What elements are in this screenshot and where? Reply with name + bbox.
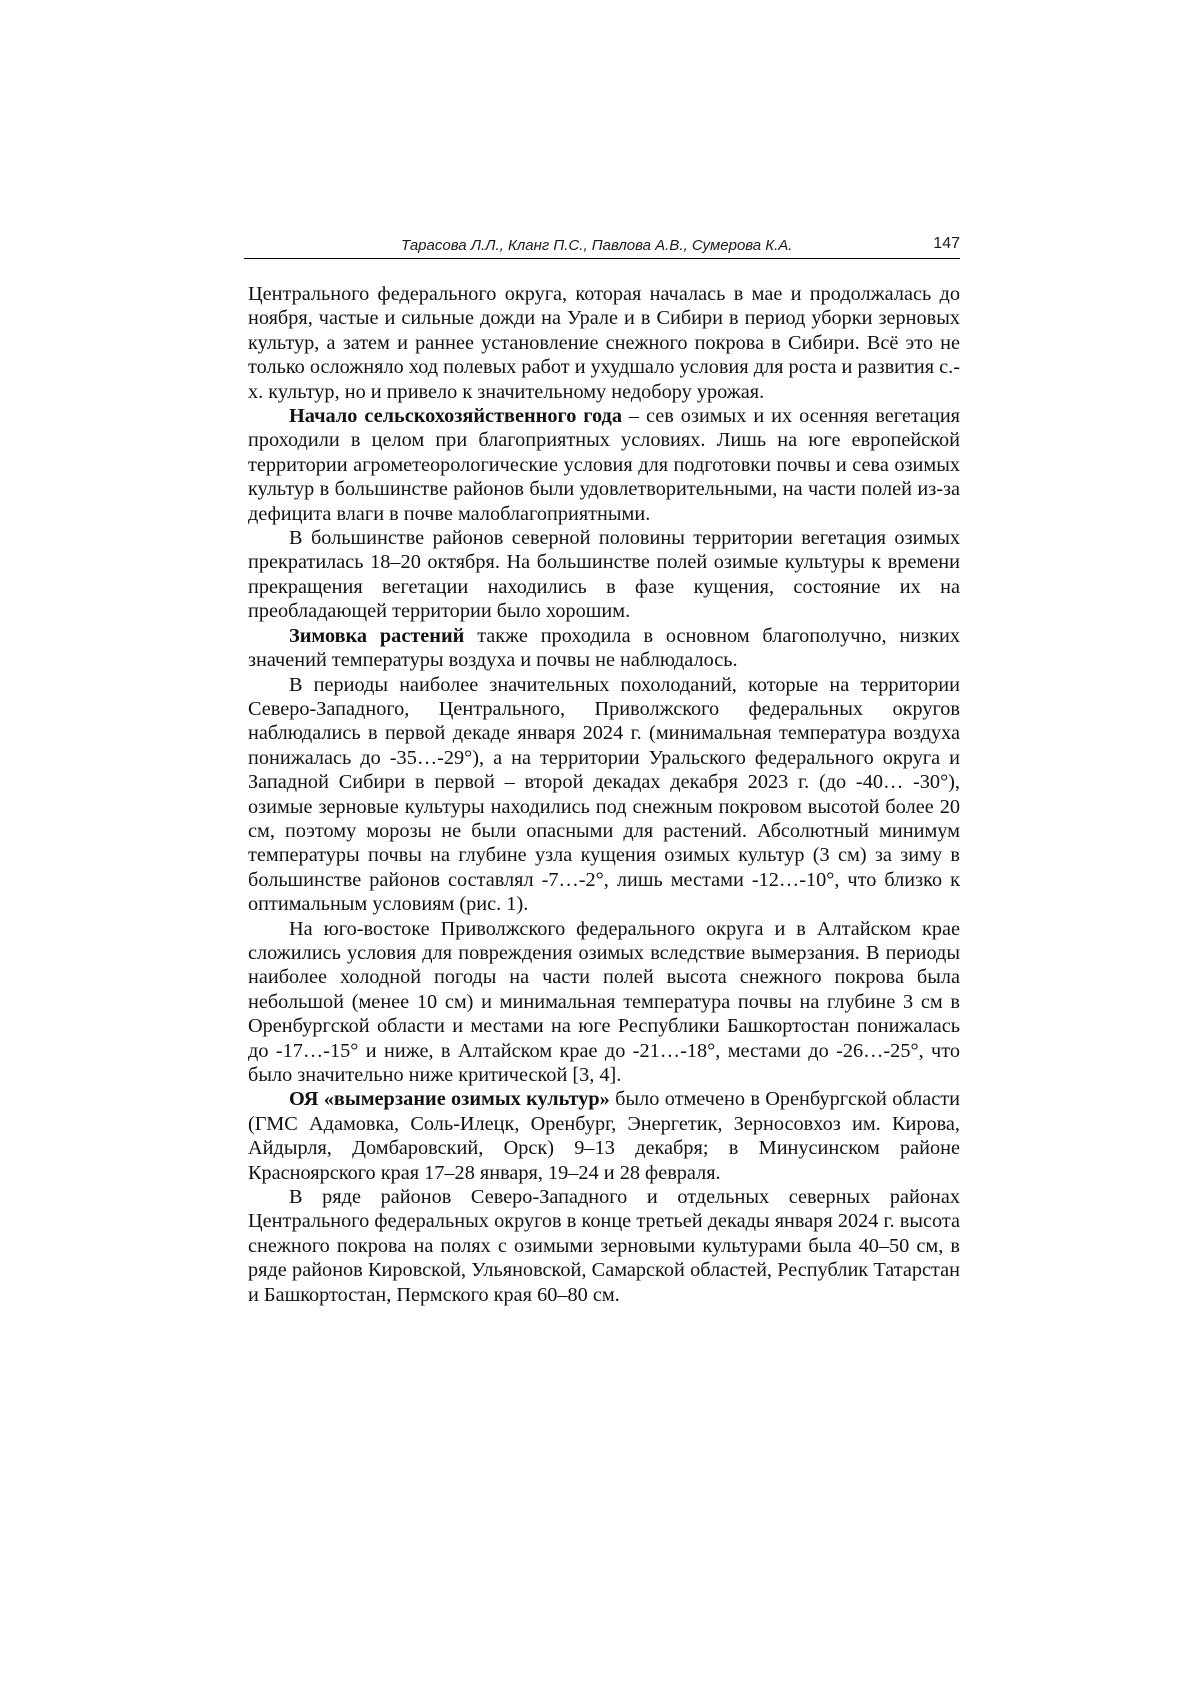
running-header bbox=[244, 234, 960, 259]
paragraph-cold-periods: В периоды наиболее значительных похолоданий, которые на территории Северо-Западного, Центрального, Приволжского федеральных округов наблюдались в первой декаде января 2024 г. (минимальная температура воздуха понижалась до -35…-29°), а на территории Уральского федерального округа и Западной Сибири в первой – второй декадах декабря 2023 г. (до -40… -30°), озимые зерновые культуры находились под снежным покровом высотой более 20 см, поэтому морозы не были опасными для растений. Абсолютный минимум температуры почвы на глубине узла кущения озимых культур (3 см) за зиму в большинстве районов составлял -7…-2°, лишь местами -12…-10°, что близко к оптимальным условиям (рис. 1). bbox=[248, 673, 960, 916]
paragraph-vegetation-end: В большинстве районов северной половины территории вегетация озимых прекратилась 18–20 октября. На большинстве полей озимые культуры к времени прекращения вегетации находились в фазе кущения, состояние их на преобладающей территории было хорошим. bbox=[248, 527, 960, 623]
header-authors: Тарасова Л.Л., Кланг П.С., Павлова А.В., Сумерова К.А. bbox=[401, 237, 793, 254]
paragraph-continuation: Центрального федерального округа, которая началась в мае и продолжалась до ноября, частые и сильные дожди на Урале и в Сибири в период уборки зерновых культур, а затем и раннее установление снежного покрова в Сибири. Всё это не только осложняло ход полевых работ и ухудшало условия для роста и развития с.-х. культур, но и привело к значительному недобору урожая. bbox=[248, 283, 960, 403]
paragraph-wintering bbox=[248, 624, 960, 673]
paragraph-lead-bold: Начало сельскохозяйственного года bbox=[289, 405, 622, 428]
paragraph-text: было отмечено в Оренбургской области (ГМС Адамовка, Соль-Илецк, Оренбург, Энергетик, Зерносовхоз им. Кирова, Айдырля, Домбаровский, Орск) 9–13 декабря; в Минусинском районе Красноярского края 17–28 января, 19–24 и 28 февраля. bbox=[248, 1088, 960, 1184]
paragraph-text: также проходила в основном благополучно, низких значений температуры воздуха и почвы не наблюдалось. bbox=[248, 624, 960, 672]
page-number: 147 bbox=[933, 235, 960, 252]
paragraph-snow-depth: В ряде районов Северо-Западного и отдельных северных районах Центрального федеральных округов в конце третьей декады января 2024 г. высота снежного покрова на полях с озимыми зерновыми культурами была 40–50 см, в ряде районов Кировской, Ульяновской, Самарской областей, Республик Татарстан и Башкортостан, Пермского края 60–80 см. bbox=[248, 1186, 960, 1306]
paragraph-freezing-damage: На юго-востоке Приволжского федерального округа и в Алтайском крае сложились условия для повреждения озимых вследствие вымерзания. В периоды наиболее холодной погоды на части полей высота снежного покрова была небольшой (менее 10 см) и минимальная температура почвы на глубине 3 см в Оренбургской области и местами на юге Республики Башкортостан понижалась до -17…-15° и ниже, в Алтайском крае до -21…-18°, местами до -26…-25°, что было значительно ниже критической [3, 4]. bbox=[248, 917, 960, 1086]
paragraph-text: – сев озимых и их осенняя вегетация проходили в целом при благоприятных условиях. Лишь на юге европейской территории агрометеорологические условия для подготовки почвы и сева озимых культур в большинстве районов были удовлетворительными, на части полей из-за дефицита влаги в почве малоблагоприятными. bbox=[248, 405, 961, 525]
body-text bbox=[248, 282, 960, 1307]
paragraph-season-start bbox=[248, 404, 960, 526]
paragraph-hazard-freezing bbox=[248, 1087, 960, 1185]
paragraph-lead-bold: Зимовка растений bbox=[289, 624, 465, 647]
paragraph-lead-bold: ОЯ «вымерзание озимых культур» bbox=[289, 1088, 610, 1111]
